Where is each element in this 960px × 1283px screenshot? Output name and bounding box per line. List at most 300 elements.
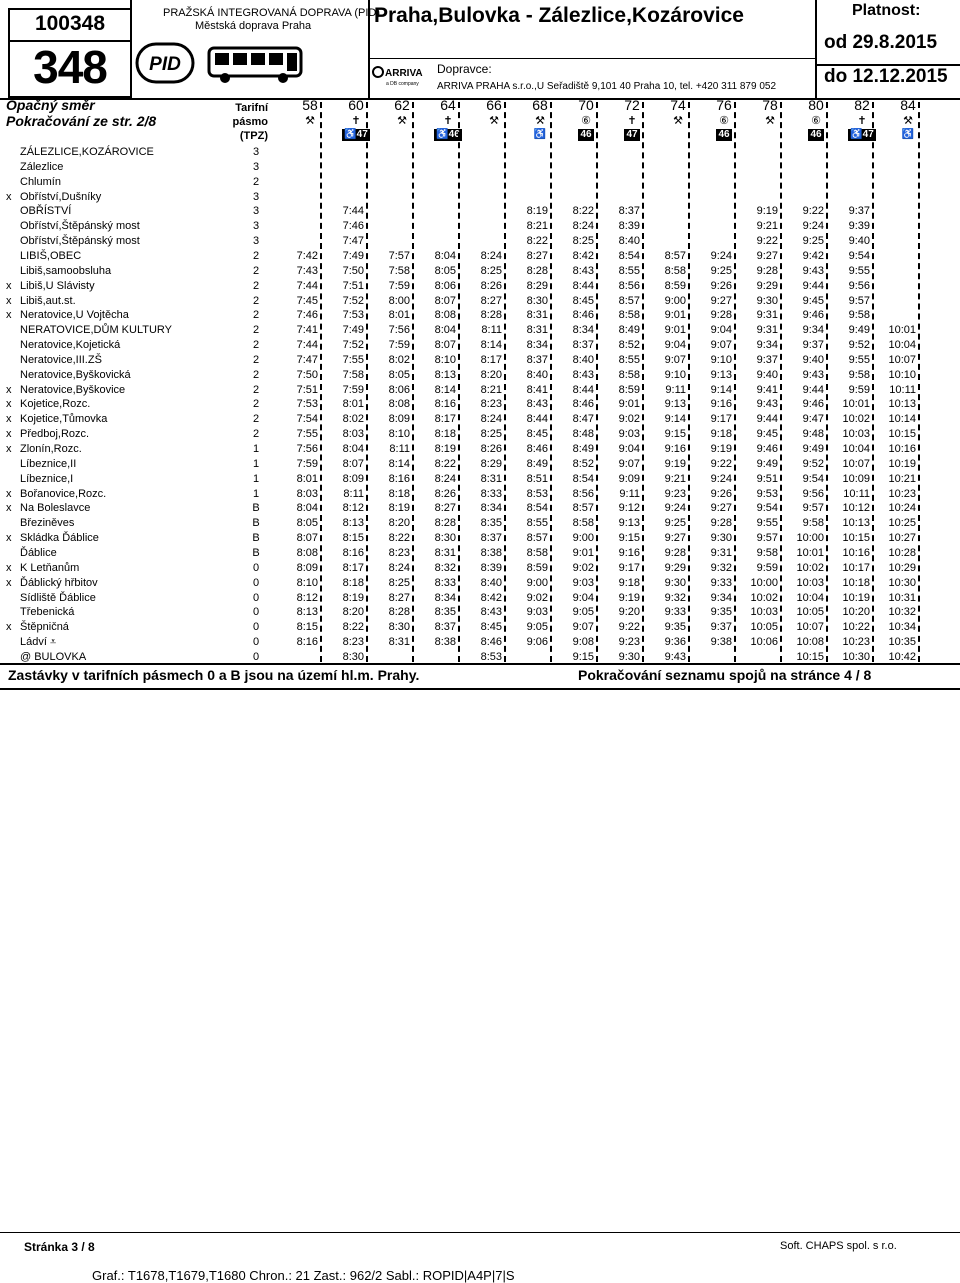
departure-time: 8:23 [388,546,410,559]
departure-time: 7:49 [342,324,364,337]
departure-time: 9:57 [848,294,870,307]
departure-time: 9:25 [710,264,732,277]
departure-time: 8:10 [388,428,410,441]
departure-time: 8:30 [434,532,456,545]
departure-time: 8:14 [434,383,456,396]
departure-time: 8:07 [342,457,364,470]
departure-time: 8:20 [388,517,410,530]
table-row [0,605,960,620]
valid-from: od 29.8.2015 [824,32,938,53]
departure-time: 8:25 [480,428,502,441]
zone-header-1: Tarifní [235,102,268,114]
departure-time: 8:40 [526,368,548,381]
departure-time: 9:31 [756,309,778,322]
departure-time: 10:03 [750,606,778,619]
trip-note-label: 46 [718,129,730,140]
trip-note [428,128,468,141]
departure-time: 8:41 [526,383,548,396]
departure-time: 9:51 [756,472,778,485]
departure-time: 9:34 [710,591,732,604]
departure-time: 8:28 [480,309,502,322]
departure-time: 10:31 [888,591,916,604]
departure-time: 8:46 [526,443,548,455]
departure-time: 9:58 [848,368,870,381]
table-row [0,323,960,338]
departure-time: 9:40 [802,353,824,366]
trip-number: 60 [348,97,364,113]
stop-zone: 2 [252,264,260,277]
departure-time: 9:27 [710,502,732,515]
stop-name: Štěpničná [20,621,69,634]
departure-time: 10:13 [888,398,916,411]
table-row [0,412,960,427]
stop-zone: 2 [252,249,260,262]
trip-day-symbol: ⑥ [719,115,729,127]
pid-logo-icon [135,40,195,86]
departure-time: 10:11 [889,383,916,396]
departure-time: 8:22 [572,205,594,218]
departure-time: 9:13 [618,517,640,530]
departure-time: 8:04 [434,249,456,262]
departure-time: 9:32 [664,591,686,604]
departure-time: 8:15 [342,532,364,545]
table-row [0,353,960,368]
departure-time: 9:00 [572,532,594,545]
departure-time: 8:46 [572,309,594,322]
departure-time: 9:02 [618,413,640,426]
departure-time: 9:11 [619,487,640,500]
departure-time: 8:08 [296,546,318,559]
departure-time: 9:35 [664,621,686,634]
departure-time: 9:46 [802,309,824,322]
departure-time: 8:51 [526,472,548,485]
departure-time: 8:37 [618,205,640,218]
departure-time: 8:58 [526,546,548,559]
departure-time: 9:22 [802,205,824,218]
departure-time: 9:07 [618,457,640,470]
trip-day-symbol: ⚒ [765,115,775,127]
departure-time: 9:06 [526,636,548,649]
stop-name: Na Boleslavce [20,502,91,515]
trip-note-label: 46 [810,129,822,140]
departure-time: 9:22 [756,235,778,248]
departure-time: 9:28 [710,309,732,322]
stop-zone: 3 [252,146,260,158]
departure-time: 8:02 [342,413,364,426]
departure-time: 9:44 [802,279,824,292]
departure-time: 8:03 [342,428,364,441]
table-row [0,561,960,576]
departure-time: 8:20 [480,368,502,381]
departure-time: 10:10 [888,368,916,381]
departure-time: 8:05 [434,264,456,277]
departure-time: 8:19 [388,502,410,515]
departure-time: 9:22 [618,621,640,634]
departure-time: 9:20 [618,606,640,619]
departure-time: 8:56 [618,279,640,292]
request-stop-mark: x [6,413,12,426]
departure-time: 9:37 [848,205,870,218]
departure-time: 9:15 [618,532,640,545]
table-row [0,264,960,279]
trip-number: 82 [854,97,870,113]
departure-time: 10:03 [796,576,824,589]
stop-name: Kojetice,Rozc. [20,398,91,411]
table-row [0,234,960,249]
departure-time: 8:21 [526,220,548,233]
departure-time: 8:24 [388,561,410,574]
departure-time: 8:21 [480,383,502,396]
departure-time: 7:54 [296,413,318,426]
departure-time: 9:35 [710,606,732,619]
stop-name: Zálezlice [20,160,64,173]
table-row [0,457,960,472]
departure-time: 8:23 [480,398,502,411]
departure-time: 8:34 [572,324,594,337]
request-stop-mark: x [6,294,12,307]
departure-time: 9:46 [802,398,824,411]
departure-time: 9:44 [802,383,824,396]
departure-time: 10:30 [842,650,870,663]
departure-time: 8:17 [342,561,364,574]
table-row [0,383,960,398]
departure-time: 9:28 [756,264,778,277]
table-row [0,338,960,353]
request-stop-mark: x [6,532,12,545]
software-credit: Soft. CHAPS spol. s r.o. [780,1240,897,1252]
departure-time: 8:22 [342,621,364,634]
departure-time: 9:59 [756,561,778,574]
departure-time: 9:01 [664,309,686,322]
departure-time: 8:43 [572,264,594,277]
route-title: Praha,Bulovka - Zálezlice,Kozárovice [374,4,744,27]
departure-time: 9:48 [802,428,824,441]
org-name: PRAŽSKÁ INTEGROVANÁ DOPRAVA (PID) [163,7,380,19]
request-stop-mark: x [6,190,12,203]
departure-time: 8:53 [480,650,502,663]
departure-time: 8:38 [480,546,502,559]
departure-time: 9:10 [710,353,732,366]
departure-time: 9:28 [664,546,686,559]
stop-name: Obříství,Dušníky [20,190,102,203]
trip-note [704,128,744,141]
trip-day-symbol: ✝ [627,115,637,127]
departure-time: 9:14 [664,413,686,426]
stop-name: Kojetice,Tůmovka [20,413,108,426]
departure-time: 8:26 [480,279,502,292]
stop-zone: 0 [252,650,260,663]
arriva-logo-text: ARRIVA [385,68,423,79]
stop-zone: 0 [252,606,260,619]
departure-time: 10:17 [842,561,870,574]
departure-time: 8:38 [434,636,456,649]
departure-time: 8:12 [296,591,318,604]
departure-time: 8:22 [388,532,410,545]
departure-time: 7:57 [388,249,410,262]
departure-time: 7:55 [296,428,318,441]
departure-time: 8:31 [388,636,410,649]
departure-time: 7:51 [296,383,318,396]
trip-note [796,128,836,141]
departure-time: 10:19 [888,457,916,470]
departure-time: 8:43 [526,398,548,411]
departure-time: 9:54 [802,472,824,485]
departure-time: 8:07 [434,339,456,352]
departure-time: 8:45 [526,428,548,441]
departure-time: 10:05 [796,606,824,619]
departure-time: 8:10 [296,576,318,589]
departure-time: 9:46 [756,443,778,455]
departure-time: 10:23 [842,636,870,649]
zones-note: Zastávky v tarifních pásmech 0 a B jsou na území hl.m. Prahy. [8,667,420,683]
departure-time: 10:19 [842,591,870,604]
departure-time: 10:28 [888,546,916,559]
page-number: Stránka 3 / 8 [24,1240,95,1254]
departure-time: 8:07 [296,532,318,545]
departure-time: 8:29 [526,279,548,292]
departure-time: 9:11 [665,383,686,396]
departure-time: 8:24 [434,472,456,485]
stop-zone: B [252,502,260,515]
departure-time: 8:22 [526,235,548,248]
departure-time: 8:37 [480,532,502,545]
departure-time: 8:42 [572,249,594,262]
departure-time: 9:45 [756,428,778,441]
stop-name: Neratovice,Kojetická [20,339,121,352]
table-row [0,472,960,487]
stop-name: Březiněves [20,517,75,530]
stop-zone: 2 [252,353,260,366]
departure-time: 10:35 [888,636,916,649]
departure-time: 8:39 [480,561,502,574]
table-row [0,279,960,294]
departure-time: 9:26 [710,279,732,292]
departure-time: 10:03 [842,428,870,441]
bus-icon [205,44,305,86]
table-row [0,308,960,323]
departure-time: 8:34 [434,591,456,604]
departure-time: 8:54 [618,249,640,262]
trip-number: 78 [762,97,778,113]
departure-time: 9:39 [848,220,870,233]
trip-number: 76 [716,97,732,113]
departure-time: 8:04 [342,443,364,455]
departure-time: 8:17 [434,413,456,426]
departure-time: 8:23 [342,636,364,649]
departure-time: 9:29 [756,279,778,292]
departure-time: 9:04 [618,443,640,455]
departure-time: 9:30 [710,532,732,545]
stop-name: Libiš,U Slávisty [20,279,95,292]
departure-time: 8:26 [480,443,502,455]
departure-time: 9:16 [710,398,732,411]
departure-time: 8:45 [480,621,502,634]
departure-time: 8:43 [480,606,502,619]
table-bottom-rule [0,663,960,665]
departure-time: 10:02 [842,413,870,426]
departure-time: 10:02 [796,561,824,574]
departure-time: 9:19 [618,591,640,604]
departure-time: 8:57 [618,294,640,307]
departure-time: 9:24 [802,220,824,233]
departure-time: 8:37 [526,353,548,366]
departure-time: 9:15 [572,650,594,663]
departure-time: 8:24 [480,413,502,426]
table-row [0,249,960,264]
departure-time: 10:07 [796,621,824,634]
request-stop-mark: x [6,502,12,515]
stop-zone: 0 [252,591,260,604]
departure-time: 8:37 [572,339,594,352]
table-row [0,190,960,205]
stop-name: Líbeznice,II [20,457,77,470]
table-row [0,219,960,234]
table-row [0,204,960,219]
stop-name: Ládví ⩡ [20,636,57,649]
stop-name: Neratovice,U Vojtěcha [20,309,129,322]
departure-time: 8:58 [572,517,594,530]
request-stop-mark: x [6,576,12,589]
departure-time: 10:14 [888,413,916,426]
departure-time: 9:13 [710,368,732,381]
departure-time: 9:25 [664,517,686,530]
request-stop-mark: x [6,279,12,292]
departure-time: 9:21 [664,472,686,485]
departure-time: 7:59 [388,279,410,292]
departure-time: 8:06 [388,383,410,396]
continued-note: Pokračování seznamu spojů na stránce 4 / 8 [578,667,872,683]
trip-day-symbol: ⚒ [397,115,407,127]
departure-time: 8:01 [388,309,410,322]
departure-time: 9:43 [756,398,778,411]
departure-time: 9:23 [618,636,640,649]
stop-name: K Letňanům [20,561,80,574]
stop-zone: 1 [252,457,260,470]
stop-zone: 3 [252,190,260,203]
departure-time: 8:52 [572,457,594,470]
departure-time: 9:53 [756,487,778,500]
trip-number: 58 [302,97,318,113]
departure-time: 9:45 [802,294,824,307]
departure-time: 8:22 [434,457,456,470]
departure-time: 9:16 [664,443,686,455]
departure-time: 9:56 [848,279,870,292]
trip-note-label: ♿46 [436,129,460,140]
stop-zone: 2 [252,294,260,307]
departure-time: 10:07 [842,457,870,470]
request-stop-mark: x [6,383,12,396]
graf-info: Graf.: T1678,T1679,T1680 Chron.: 21 Zast.: 962/2 Sabl.: ROPID|A4P|7|S [92,1268,515,1283]
departure-time: 9:31 [756,324,778,337]
stop-name: Třebenická [20,606,75,619]
stop-name: @ BULOVKA [20,650,87,663]
departure-time: 9:49 [848,324,870,337]
stop-zone: 2 [252,413,260,426]
departure-time: 7:51 [342,279,364,292]
trip-number: 62 [394,97,410,113]
departure-time: 9:41 [756,383,778,396]
table-row [0,487,960,502]
departure-time: 8:24 [572,220,594,233]
departure-time: 8:37 [434,621,456,634]
stop-zone: 2 [252,175,260,188]
stop-zone: 3 [252,220,260,233]
departure-time: 8:18 [388,487,410,500]
departure-time: 9:03 [618,428,640,441]
departure-time: 8:28 [388,606,410,619]
trip-note [520,128,560,141]
departure-time: 10:04 [888,339,916,352]
stop-name: OBŘÍSTVÍ [20,205,72,218]
departure-time: 7:46 [342,220,364,233]
departure-time: 9:34 [756,339,778,352]
departure-time: 9:58 [756,546,778,559]
stop-zone: B [252,532,260,545]
departure-time: 8:29 [480,457,502,470]
departure-time: 8:47 [572,413,594,426]
departure-time: 8:04 [296,502,318,515]
departure-time: 8:02 [388,353,410,366]
departure-time: 8:48 [572,428,594,441]
departure-time: 8:42 [480,591,502,604]
departure-time: 9:19 [710,443,732,455]
departure-time: 8:55 [526,517,548,530]
stop-zone: 0 [252,561,260,574]
table-row [0,635,960,650]
departure-time: 9:33 [664,606,686,619]
table-row [0,145,960,160]
trip-note-label: ♿ [901,129,915,140]
departure-time: 10:22 [842,621,870,634]
departure-time: 10:25 [888,517,916,530]
departure-time: 8:19 [342,591,364,604]
departure-time: 10:00 [796,532,824,545]
request-stop-mark: x [6,561,12,574]
stop-name: Neratovice,Byškovice [20,383,126,396]
departure-time: 8:44 [572,383,594,396]
carrier-info: ARRIVA PRAHA s.r.o.,U Seřadiště 9,101 40 Praha 10, tel. +420 311 879 052 [437,81,777,92]
departure-time: 9:37 [710,621,732,634]
table-row [0,591,960,606]
departure-time: 8:43 [572,368,594,381]
divider [815,0,817,98]
departure-time: 7:46 [296,309,318,322]
departure-time: 9:26 [710,487,732,500]
departure-time: 9:29 [664,561,686,574]
departure-time: 9:04 [664,339,686,352]
org-subname: Městská doprava Praha [195,20,312,32]
departure-time: 9:57 [756,532,778,545]
stop-name: Ďáblice [20,546,57,559]
departure-time: 8:44 [572,279,594,292]
departure-time: 9:18 [618,576,640,589]
departure-time: 9:54 [756,502,778,515]
stop-zone: 2 [252,279,260,292]
trip-number: 70 [578,97,594,113]
departure-time: 8:18 [434,428,456,441]
departure-time: 8:18 [342,576,364,589]
request-stop-mark: x [6,443,12,455]
departure-time: 9:56 [802,487,824,500]
departure-time: 8:58 [618,309,640,322]
request-stop-mark: x [6,487,12,500]
departure-time: 8:45 [572,294,594,307]
departure-time: 8:14 [388,457,410,470]
departure-time: 7:49 [342,249,364,262]
departure-time: 9:27 [756,249,778,262]
trip-day-symbol: ✝ [857,115,867,127]
departure-time: 9:40 [848,235,870,248]
